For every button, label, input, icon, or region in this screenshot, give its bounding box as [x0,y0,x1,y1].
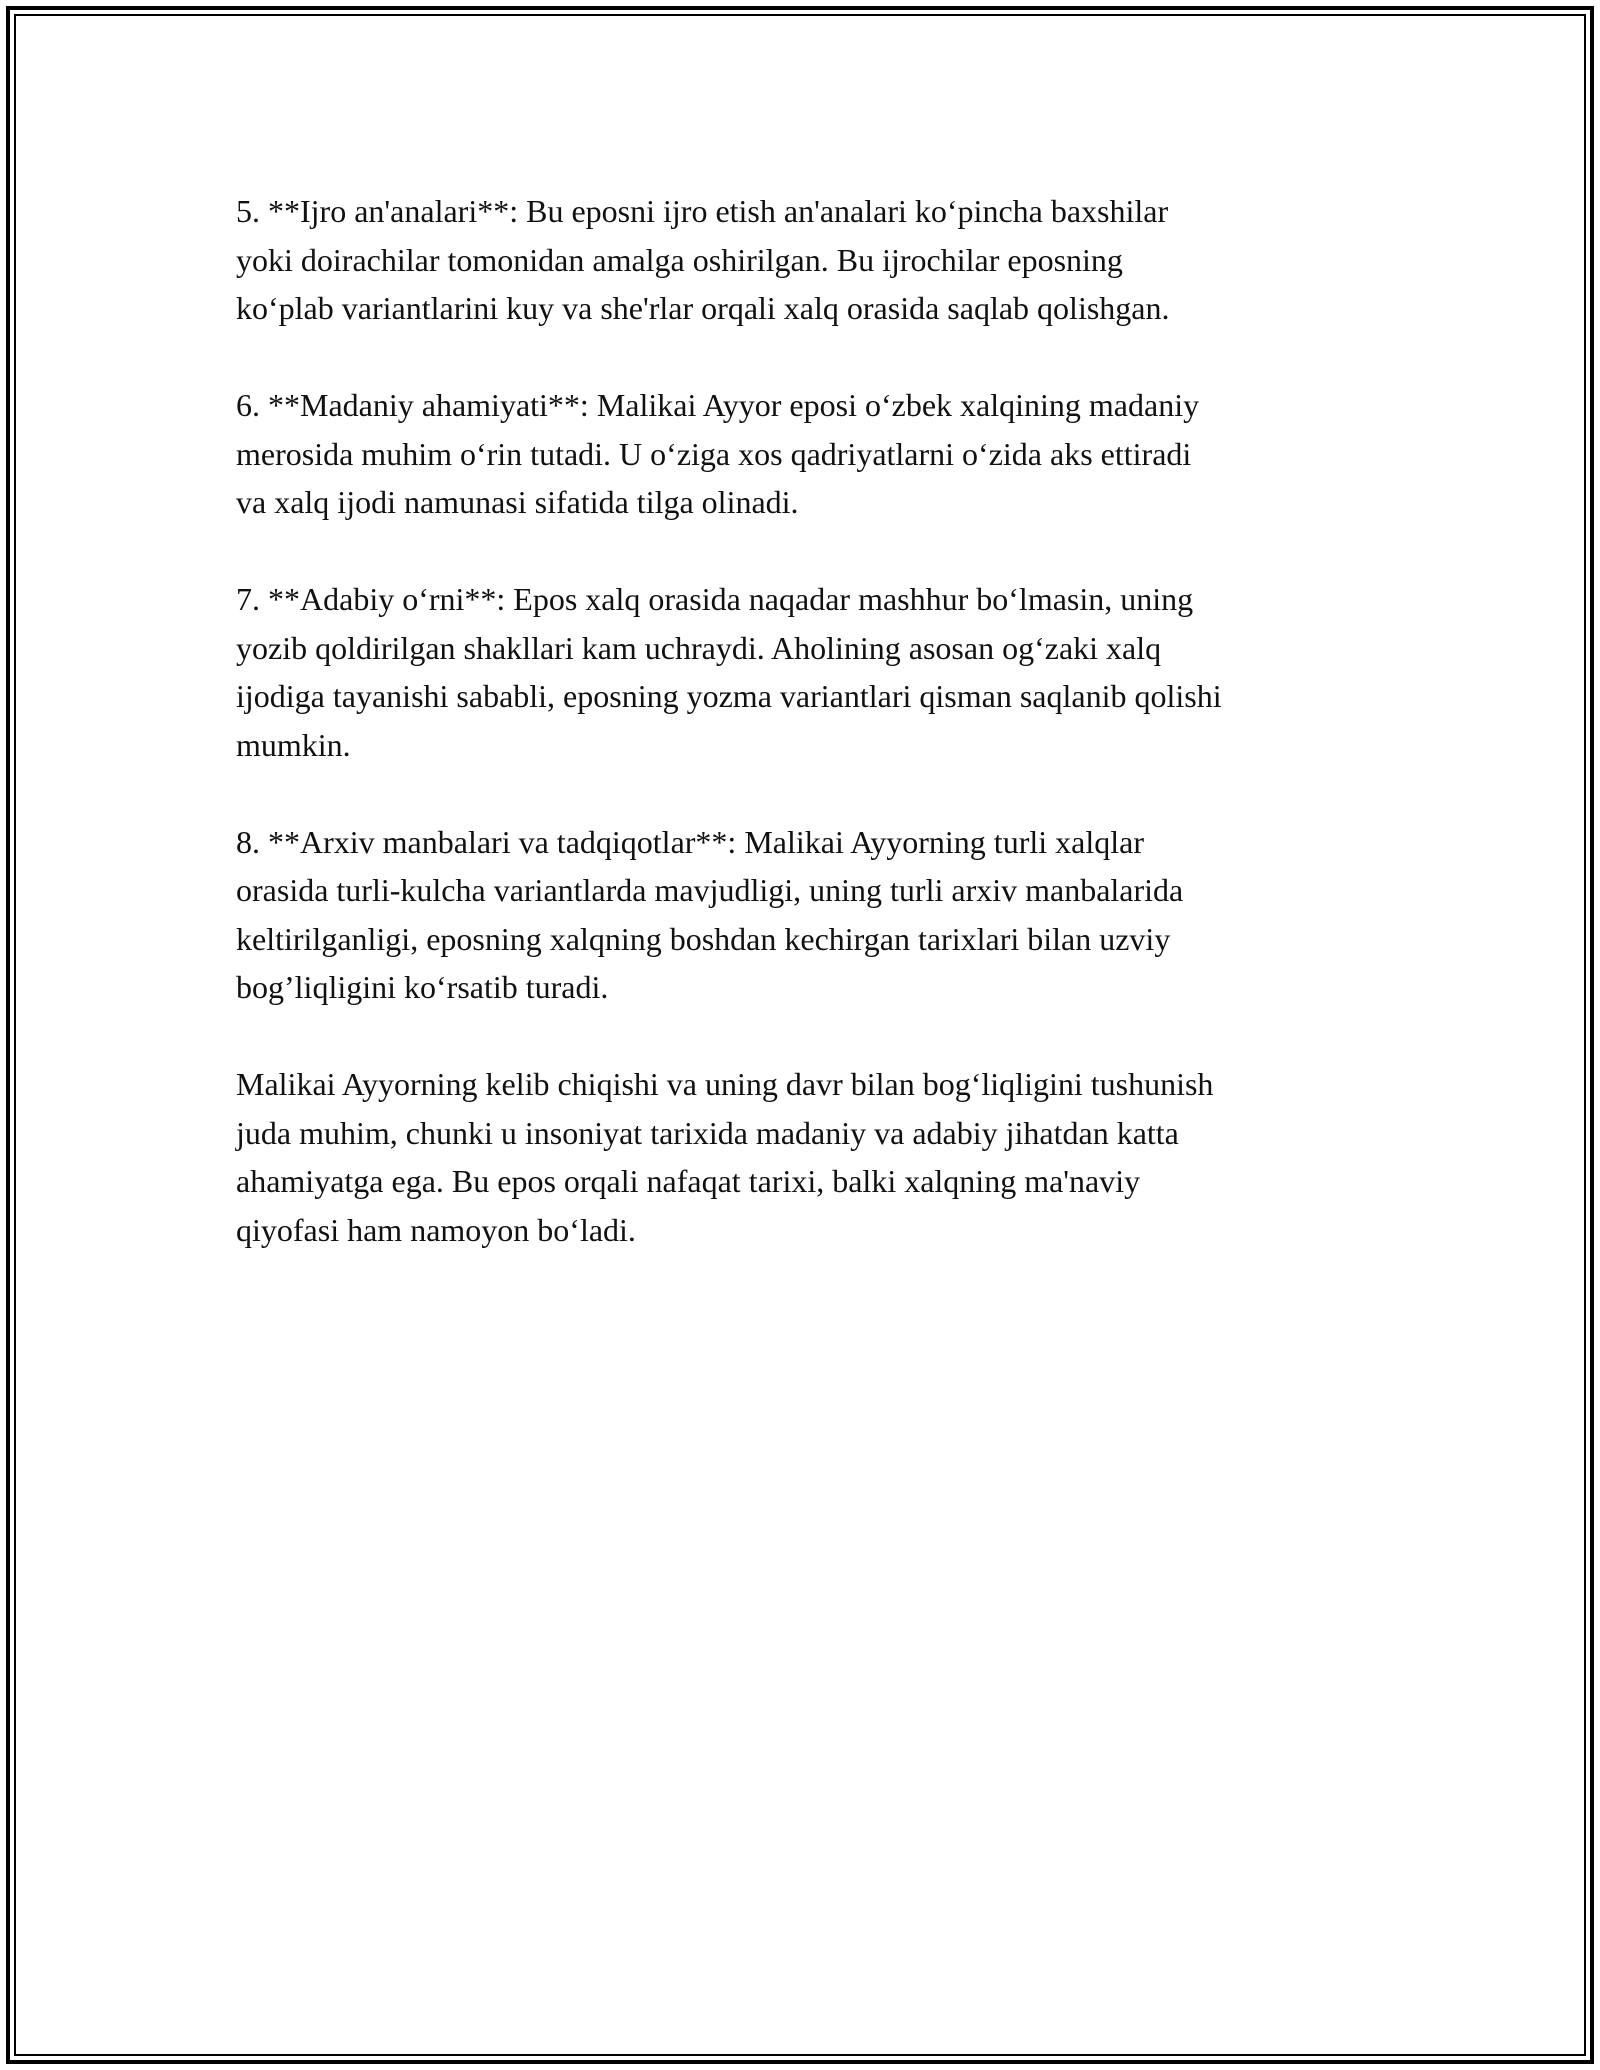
text-line: qiyofasi ham namoyon bo‘ladi. [236,1211,636,1248]
document-body [236,187,1376,1303]
text-line: merosida muhim o‘rin tutadi. U o‘ziga xos qadriyatlarni o‘zida aks ettiradi [236,435,1192,472]
paragraph-ijro-ananalari [236,187,1376,333]
text-line: orasida turli-kulcha variantlarda mavjudligi, uning turli arxiv manbalarida [236,872,1184,908]
text-line: 7. **Adabiy o‘rni**: Epos xalq orasida naqadar mashhur bo‘lmasin, uning [236,581,1194,617]
text-line: ko‘plab variantlarini kuy va she'rlar orqali xalq orasida saqlab qolishgan. [236,290,1170,326]
text-line: bog’liqligini ko‘rsatib turadi. [236,969,609,1005]
text-line: 5. **Ijro an'analari**: Bu eposni ijro etish an'analari ko‘pincha baxshilar [236,193,1169,229]
text-line: yozib qoldirilgan shakllari kam uchraydi. Aholining asosan og‘zaki xalq [236,629,1162,666]
paragraph-adabiy-orni [236,575,1376,769]
paragraph-conclusion [236,1060,1376,1254]
text-line: mumkin. [236,726,351,763]
paragraph-madaniy-ahamiyati [236,381,1376,527]
text-line: 8. **Arxiv manbalari va tadqiqotlar**: Malikai Ayyorning turli xalqlar [236,823,1144,860]
text-line: keltirilganligi, eposning xalqning boshdan kechirgan tarixlari bilan uzviy [236,920,1171,957]
text-line: ahamiyatga ega. Bu epos orqali nafaqat tarixi, balki xalqning ma'naviy [236,1163,1141,1199]
text-line: juda muhim, chunki u insoniyat tarixida madaniy va adabiy jihatdan katta [236,1114,1179,1151]
text-line: Malikai Ayyorning kelib chiqishi va uning davr bilan bog‘liqligini tushunish [236,1066,1214,1102]
text-line: va xalq ijodi namunasi sifatida tilga olinadi. [236,484,799,520]
text-line: 6. **Madaniy ahamiyati**: Malikai Ayyor eposi o‘zbek xalqining madaniy [236,387,1200,423]
text-line: ijodiga tayanishi sababli, eposning yozma variantlari qisman saqlanib qolishi [236,678,1222,714]
text-line: yoki doirachilar tomonidan amalga oshirilgan. Bu ijrochilar eposning [236,241,1123,278]
paragraph-arxiv-manbalari [236,818,1376,1012]
